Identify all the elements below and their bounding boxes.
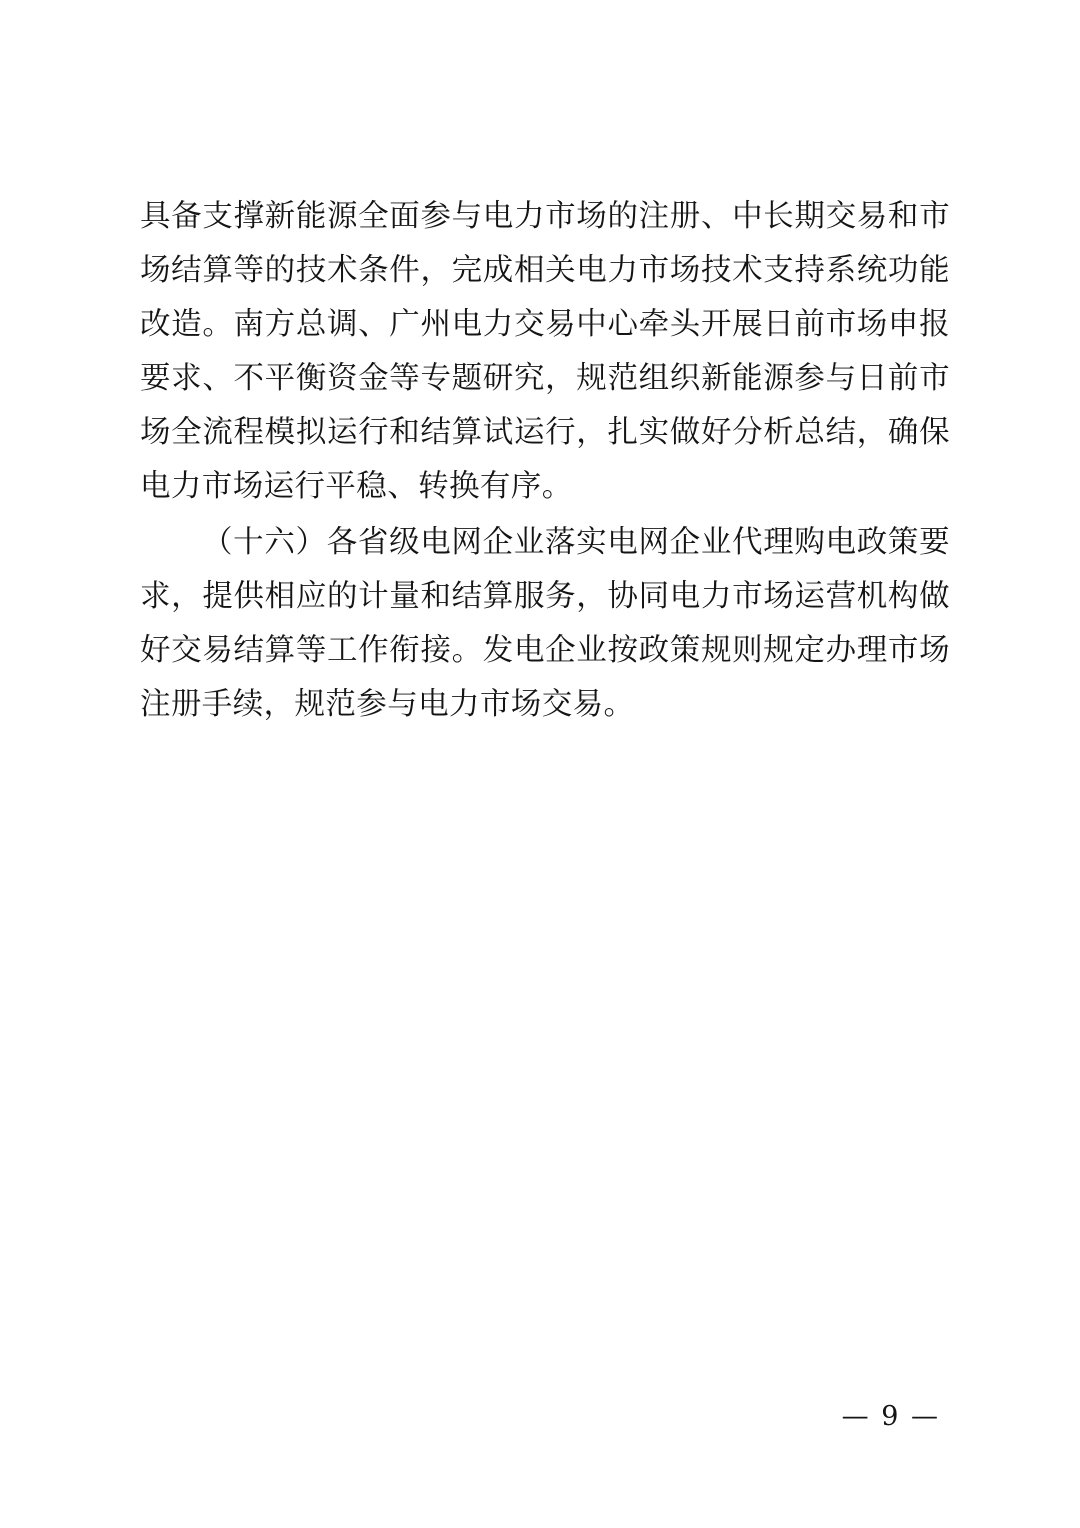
page-body [140, 190, 950, 732]
paragraph-item-sixteen: （十六）各省级电网企业落实电网企业代理购电政策要求，提供相应的计量和结算服务，协同电力市场运营机构做好交易结算等工作衔接。发电企业按政策规则规定办理市场注册手续，规范参与电力市场交易。 [140, 525, 950, 722]
page-number: — 9 — [841, 1401, 940, 1432]
paragraph-continuation: 具备支撑新能源全面参与电力市场的注册、中长期交易和市场结算等的技术条件，完成相关电力市场技术支持系统功能改造。南方总调、广州电力交易中心牵头开展日前市场申报要求、不平衡资金等专题研究，规范组织新能源参与日前市场全流程模拟运行和结算试运行，扎实做好分析总结，确保电力市场运行平稳、转换有序。 [140, 199, 950, 504]
